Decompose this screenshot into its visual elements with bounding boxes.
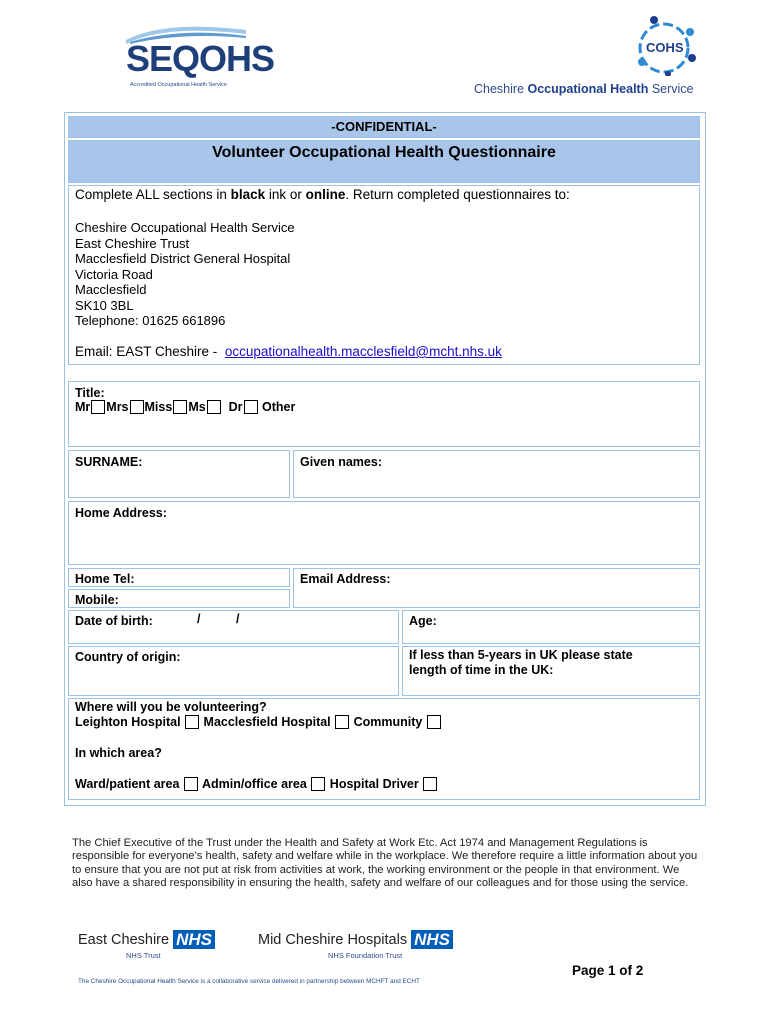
seqohs-logo xyxy=(122,22,275,94)
east-cheshire-logo: East Cheshire NHS NHS Trust xyxy=(78,930,215,949)
seqohs-tagline: Accredited Occupational Health Service xyxy=(130,82,227,88)
admin-office-area-checkbox[interactable] xyxy=(311,777,325,791)
health-safety-statement: The Chief Executive of the Trust under the Health and Safety at Work Etc. Act 1974 and Management Regulations is responsible for everyone’s health, safety and welfare while in the workplace. We therefore require a little information about you to ensure that you are not put at risk from activities at work, the working environment or the people in that environment. We also have a shared responsibility in ensuring the health, safety and welfare of our colleagues and for those using the service. xyxy=(72,837,698,889)
return-address: Cheshire Occupational Health Service East Cheshire Trust Macclesfield District General Hospital Victoria Road Macclesfield SK10 3BL Telephone: 01625 661896 xyxy=(75,220,295,328)
form-title: Volunteer Occupational Health Questionnaire xyxy=(68,140,700,183)
leighton-hospital-checkbox[interactable] xyxy=(185,715,199,729)
age-field[interactable]: Age: xyxy=(402,610,700,644)
country-of-origin-field[interactable]: Country of origin: xyxy=(68,646,399,696)
community-checkbox[interactable] xyxy=(427,715,441,729)
volunteering-section: Where will you be volunteering? Leighton Hospital Macclesfield Hospital Community In which area? Ward/patient area Admin/office area Hospital Driver xyxy=(68,698,700,800)
cohs-logo xyxy=(634,12,704,76)
title-field: Title: Mr Mrs Miss Ms Dr Other xyxy=(68,381,700,447)
email-address-field[interactable]: Email Address: xyxy=(293,568,700,608)
email-link[interactable]: occupationalhealth.macclesfield@mcht.nhs.uk xyxy=(224,344,502,359)
title-mrs-checkbox[interactable] xyxy=(130,400,144,414)
partnership-note: The Cheshire Occupational Health Service is a collaborative service delivered in partnership between MCHFT and ECHT xyxy=(78,978,420,985)
date-of-birth-field[interactable]: Date of birth: / / xyxy=(68,610,399,644)
contact-email: Email: EAST Cheshire - occupationalhealth.macclesfield@mcht.nhs.uk xyxy=(75,344,502,359)
title-dr-checkbox[interactable] xyxy=(244,400,258,414)
cohs-badge-text: COHS xyxy=(646,40,684,55)
home-tel-field[interactable]: Home Tel: xyxy=(68,568,290,587)
nhs-logo-icon: NHS xyxy=(173,930,215,949)
given-names-field[interactable]: Given names: xyxy=(293,450,700,498)
nhs-logo-icon: NHS xyxy=(411,930,453,949)
title-mr-checkbox[interactable] xyxy=(91,400,105,414)
confidential-banner: -CONFIDENTIAL- xyxy=(68,116,700,138)
title-ms-checkbox[interactable] xyxy=(207,400,221,414)
instructions-lead: Complete ALL sections in black ink or online. Return completed questionnaires to: xyxy=(75,187,570,202)
instructions-box xyxy=(68,185,700,365)
uk-residency-field[interactable]: If less than 5-years in UK please state length of time in the UK: xyxy=(402,646,700,696)
hospital-driver-checkbox[interactable] xyxy=(423,777,437,791)
seqohs-wordmark: SEQOHS xyxy=(126,38,275,79)
cohs-name: Cheshire Occupational Health Service xyxy=(474,82,694,96)
questionnaire-form xyxy=(64,112,706,806)
surname-field[interactable]: SURNAME: xyxy=(68,450,290,498)
ward-patient-area-checkbox[interactable] xyxy=(184,777,198,791)
page-number: Page 1 of 2 xyxy=(572,963,644,978)
title-miss-checkbox[interactable] xyxy=(173,400,187,414)
home-address-field[interactable]: Home Address: xyxy=(68,501,700,565)
mid-cheshire-logo: Mid Cheshire Hospitals NHS NHS Foundation Trust xyxy=(258,930,453,949)
mobile-field[interactable]: Mobile: xyxy=(68,589,290,608)
macclesfield-hospital-checkbox[interactable] xyxy=(335,715,349,729)
